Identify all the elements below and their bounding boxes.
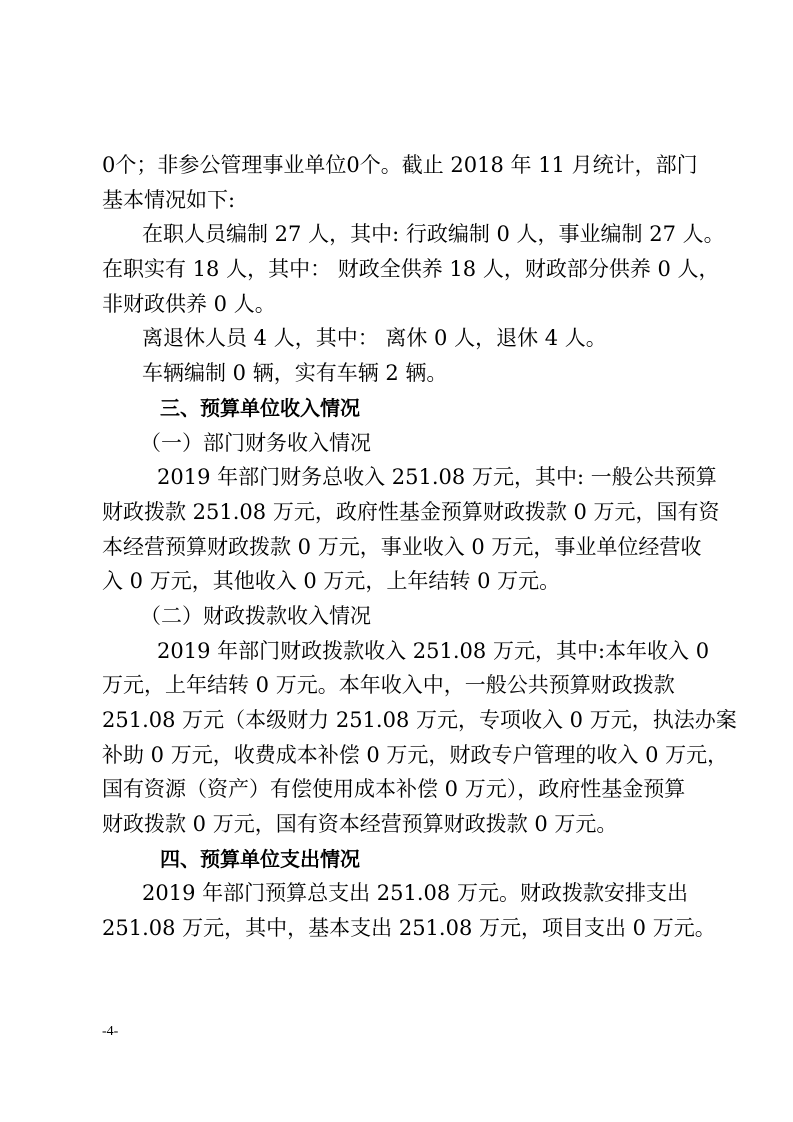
paragraph-line: 入 0 万元，其他收入 0 万元，上年结转 0 万元。 [102, 569, 561, 594]
document-body [102, 148, 737, 946]
paragraph-line: 车辆编制 0 辆，实有车辆 2 辆。 [142, 361, 448, 386]
paragraph-line: 本经营预算财政拨款 0 万元，事业收入 0 万元，事业单位经营收 [102, 534, 702, 559]
paragraph-line: 国有资源（资产）有偿使用成本补偿 0 万元），政府性基金预算 [102, 777, 686, 802]
paragraph-line: 在职人员编制 27 人，其中: 行政编制 0 人，事业编制 27 人。 [142, 222, 725, 247]
paragraph-line: 补助 0 万元，收费成本补偿 0 万元，财政专户管理的收入 0 万元， [102, 742, 729, 767]
paragraph-line: 0个；非参公管理事业单位0个。截止 2018 年 11 月统计，部门 [102, 153, 698, 177]
paragraph-line: 2019 年部门预算总支出 251.08 万元。财政拨款安排支出 [142, 881, 688, 906]
subsection-heading: （一）部门财务收入情况 [140, 430, 371, 455]
paragraph-line: 2019 年部门财政拨款收入 251.08 万元，其中:本年收入 0 [157, 638, 710, 663]
paragraph-line: 251.08 万元（本级财力 251.08 万元，专项收入 0 万元，执法办案 [102, 708, 737, 732]
paragraph-line: 财政拨款 0 万元，国有资本经营预算财政拨款 0 万元。 [102, 812, 618, 837]
paragraph-line: 财政拨款 251.08 万元，政府性基金预算财政拨款 0 万元，国有资 [102, 499, 720, 524]
paragraph-line: 基本情况如下: [102, 187, 236, 212]
subsection-heading: （二）财政拨款收入情况 [140, 603, 371, 628]
section-heading: 三、预算单位收入情况 [160, 395, 360, 420]
page-number: -4- [102, 1024, 119, 1039]
paragraph-line: 2019 年部门财务总收入 251.08 万元，其中: 一般公共预算 [157, 465, 717, 490]
paragraph-line: 万元，上年结转 0 万元。本年收入中，一般公共预算财政拨款 [102, 673, 675, 698]
paragraph-line: 离退休人员 4 人，其中： 离休 0 人，退休 4 人。 [142, 326, 607, 351]
paragraph-line: 251.08 万元，其中，基本支出 251.08 万元，项目支出 0 万元。 [102, 916, 716, 941]
paragraph-line: 非财政供养 0 人。 [102, 291, 276, 316]
section-heading: 四、预算单位支出情况 [160, 846, 360, 871]
paragraph-line: 在职实有 18 人，其中： 财政全供养 18 人，财政部分供养 0 人， [102, 257, 720, 282]
